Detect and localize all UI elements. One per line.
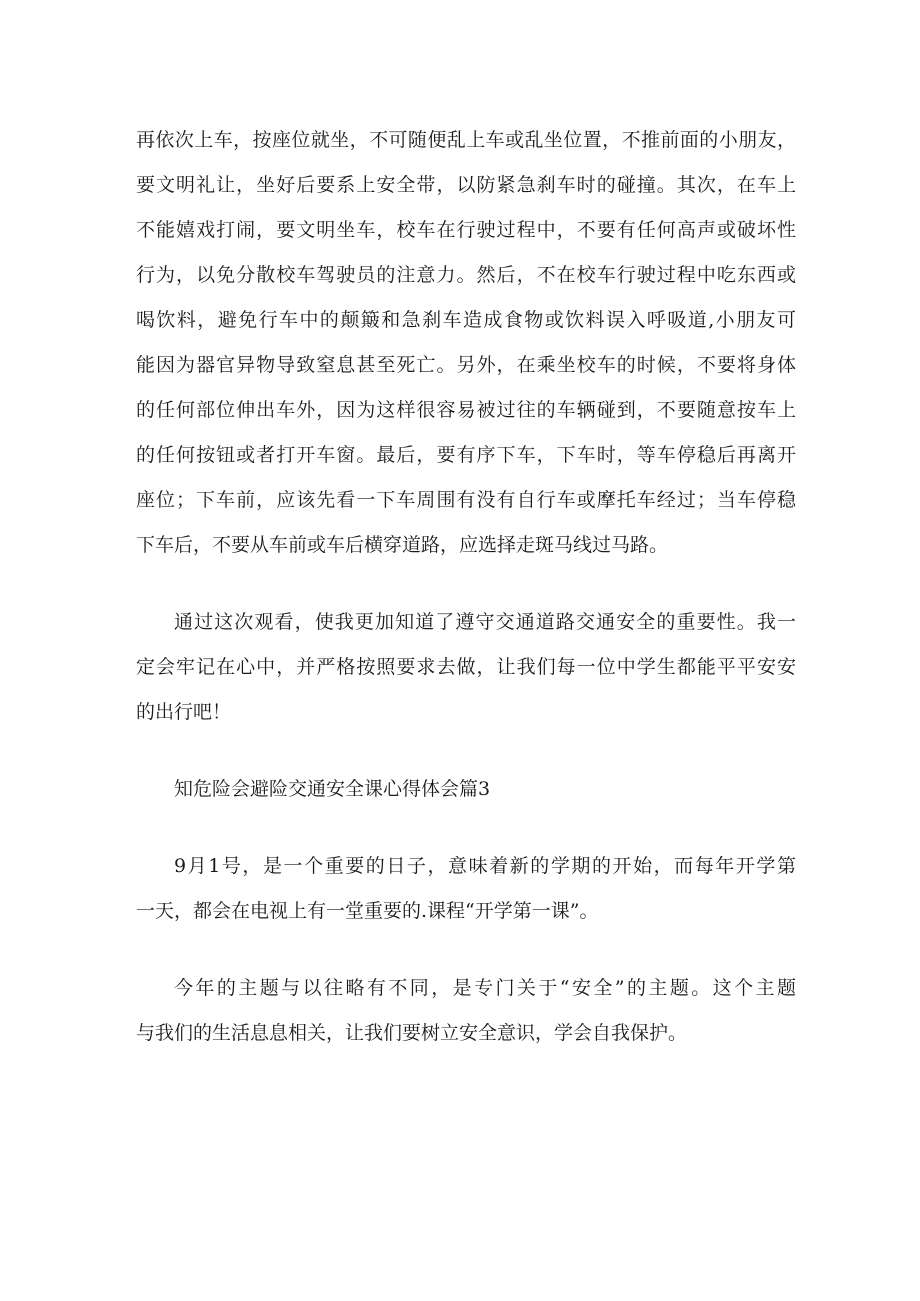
paragraph-gap [136, 934, 796, 966]
paragraph-line: 的任何部位伸出车外，因为这样很容易被过往的车辆碰到，不要随意按车上 [136, 399, 796, 421]
paragraph-line: 能因为器官异物导致窒息甚至死亡。另外，在乘坐校车的时候，不要将身体 [136, 354, 796, 376]
paragraph-gap [136, 812, 796, 844]
paragraph-line: 行为，以免分散校车驾驶员的注意力。然后，不在校车行驶过程中吃东西或 [136, 264, 796, 286]
paragraph-line: 不能嬉戏打闹，要文明坐车，校车在行驶过程中，不要有任何高声或破坏性 [136, 219, 796, 241]
section-heading: 知危险会避险交通安全课心得体会篇3 [174, 778, 491, 800]
paragraph-line: 9月1号，是一个重要的日子，意味着新的学期的开始，而每年开学第 [174, 855, 796, 877]
paragraph-line: 一天，都会在电视上有一堂重要的.课程“开学第一课”。 [136, 900, 599, 922]
paragraph-gap [136, 735, 796, 767]
paragraph-line: 的出行吧！ [136, 701, 232, 723]
paragraph-line: 与我们的生活息息相关，让我们要树立安全意识，学会自我保护。 [136, 1022, 688, 1044]
paragraph-line: 喝饮料，避免行车中的颠簸和急刹车造成食物或饮料误入呼吸道,小朋友可 [136, 309, 796, 331]
document-page [136, 118, 796, 1056]
paragraph-line: 今年的主题与以往略有不同，是专门关于“安全”的主题。这个主题 [174, 977, 796, 999]
paragraph-line: 的任何按钮或者打开车窗。最后，要有序下车，下车时，等车停稳后再离开 [136, 444, 796, 466]
paragraph-conclusion [136, 600, 796, 645]
paragraph-conclusion-cont [136, 645, 796, 735]
paragraph-line: 定会牢记在心中，并严格按照要求去做，让我们每一位中学生都能平平安安 [136, 656, 796, 678]
paragraph-safety-theme-cont [136, 1011, 796, 1056]
paragraph-first-day [136, 844, 796, 889]
paragraph-line: 再依次上车，按座位就坐，不可随便乱上车或乱坐位置，不推前面的小朋友， [136, 129, 796, 151]
paragraph-line: 要文明礼让，坐好后要系上安全带，以防紧急刹车时的碰撞。其次，在车上 [136, 174, 796, 196]
paragraph-school-bus-rules [136, 118, 796, 568]
paragraph-line: 座位；下车前，应该先看一下车周围有没有自行车或摩托车经过；当车停稳 [136, 489, 796, 511]
paragraph-gap [136, 568, 796, 600]
paragraph-line: 下车后，不要从车前或车后横穿道路，应选择走斑马线过马路。 [136, 534, 669, 556]
paragraph-safety-theme [136, 966, 796, 1011]
paragraph-first-day-cont [136, 889, 796, 934]
paragraph-line: 通过这次观看，使我更加知道了遵守交通道路交通安全的重要性。我一 [174, 611, 796, 633]
